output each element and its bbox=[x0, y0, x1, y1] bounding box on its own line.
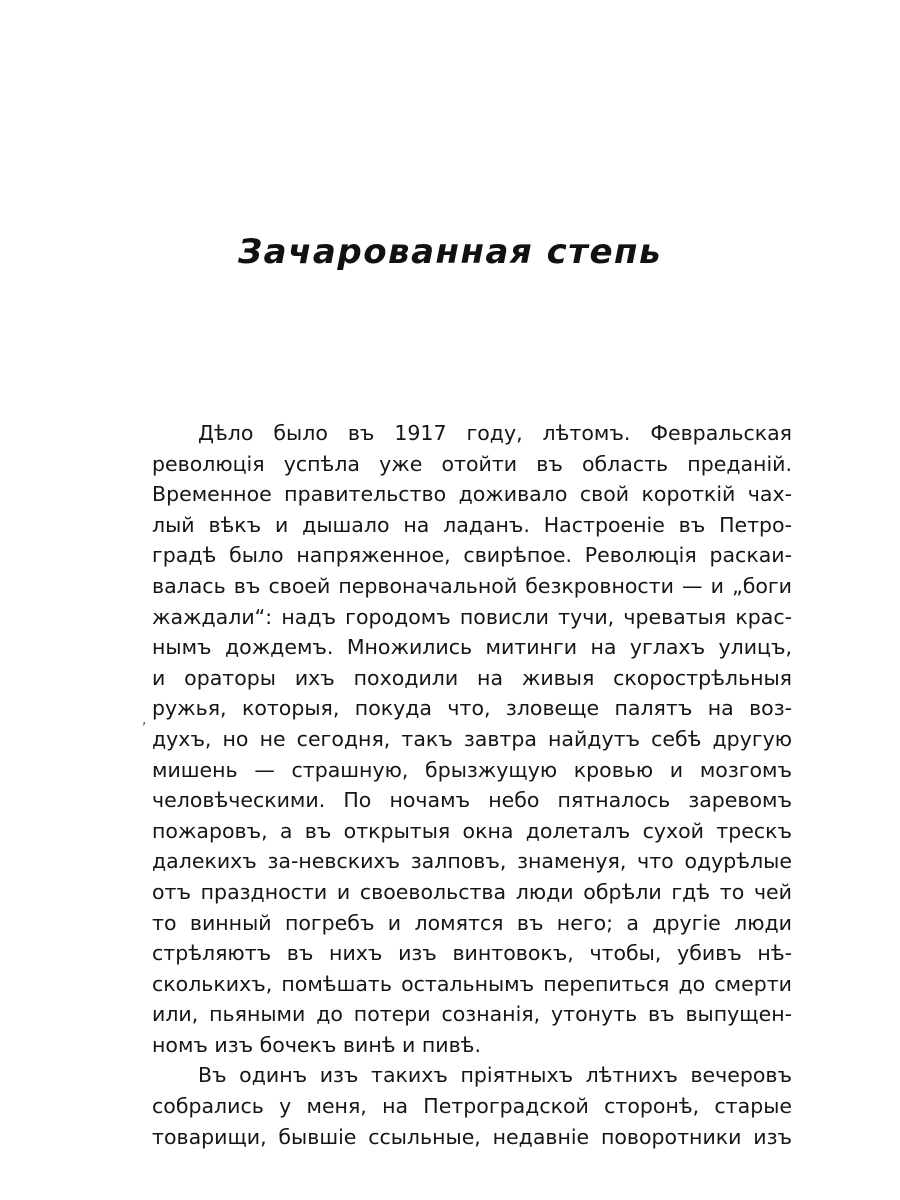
text-line: и ораторы ихъ походили на живыя скорострѣльныя bbox=[152, 665, 792, 690]
text-line: стрѣляютъ въ нихъ изъ винтовокъ, чтобы, убивъ нѣ- bbox=[152, 941, 792, 966]
text-line: сколькихъ, помѣшать остальнымъ перепиться до смерти bbox=[152, 971, 792, 996]
text-line: далекихъ за-невскихъ залповъ, знаменуя, что одурѣлые bbox=[152, 849, 792, 874]
text-line: или, пьяными до потери сознанія, утонуть въ выпущен- bbox=[152, 1002, 792, 1027]
margin-mark: , bbox=[142, 712, 147, 728]
chapter-title: Зачарованная степь bbox=[237, 232, 663, 272]
text-line: лый вѣкъ и дышало на ладанъ. Настроеніе въ Петро- bbox=[152, 512, 792, 537]
paragraph bbox=[152, 418, 792, 1060]
text-line: жаждали“: надъ городомъ повисли тучи, чреватыя крас- bbox=[152, 604, 792, 629]
text-line: пожаровъ, а въ открытыя окна долеталъ сухой трескъ bbox=[152, 818, 792, 843]
text-line: то винный погребъ и ломятся въ него; а другіе люди bbox=[152, 910, 792, 935]
text-line: духъ, но не сегодня, такъ завтра найдутъ себѣ другую bbox=[152, 726, 792, 751]
text-line: товарищи, бывшіе ссыльные, недавніе поворотники изъ bbox=[152, 1124, 792, 1149]
text-line: человѣческими. По ночамъ небо пятналось заревомъ bbox=[152, 788, 792, 813]
text-line: собрались у меня, на Петроградской сторонѣ, старые bbox=[152, 1094, 792, 1119]
text-line: отъ праздности и своевольства люди обрѣли гдѣ то чей bbox=[152, 879, 792, 904]
text-line: нымъ дождемъ. Множились митинги на углахъ улицъ, bbox=[152, 635, 792, 660]
text-line: номъ изъ бочекъ винѣ и пивѣ. bbox=[152, 1032, 481, 1057]
chapter-body bbox=[152, 418, 792, 1152]
paragraph bbox=[152, 1060, 792, 1152]
text-line: градѣ было напряженное, свирѣпое. Революція раскаи- bbox=[152, 543, 792, 568]
text-line: Временное правительство доживало свой короткій чах- bbox=[152, 482, 792, 507]
text-line: мишень — страшную, брызжущую кровью и мозгомъ bbox=[152, 757, 792, 782]
text-line: революція успѣла уже отойти въ область преданій. bbox=[152, 451, 792, 476]
text-line: Дѣло было въ 1917 году, лѣтомъ. Февральская bbox=[198, 421, 792, 445]
text-line: Въ одинъ изъ такихъ пріятныхъ лѣтнихъ вечеровъ bbox=[198, 1063, 792, 1088]
text-line: валась въ своей первоначальной безкровности — и „боги bbox=[152, 573, 792, 598]
text-line: ружья, которыя, покуда что, зловеще палятъ на воз- bbox=[152, 696, 792, 721]
